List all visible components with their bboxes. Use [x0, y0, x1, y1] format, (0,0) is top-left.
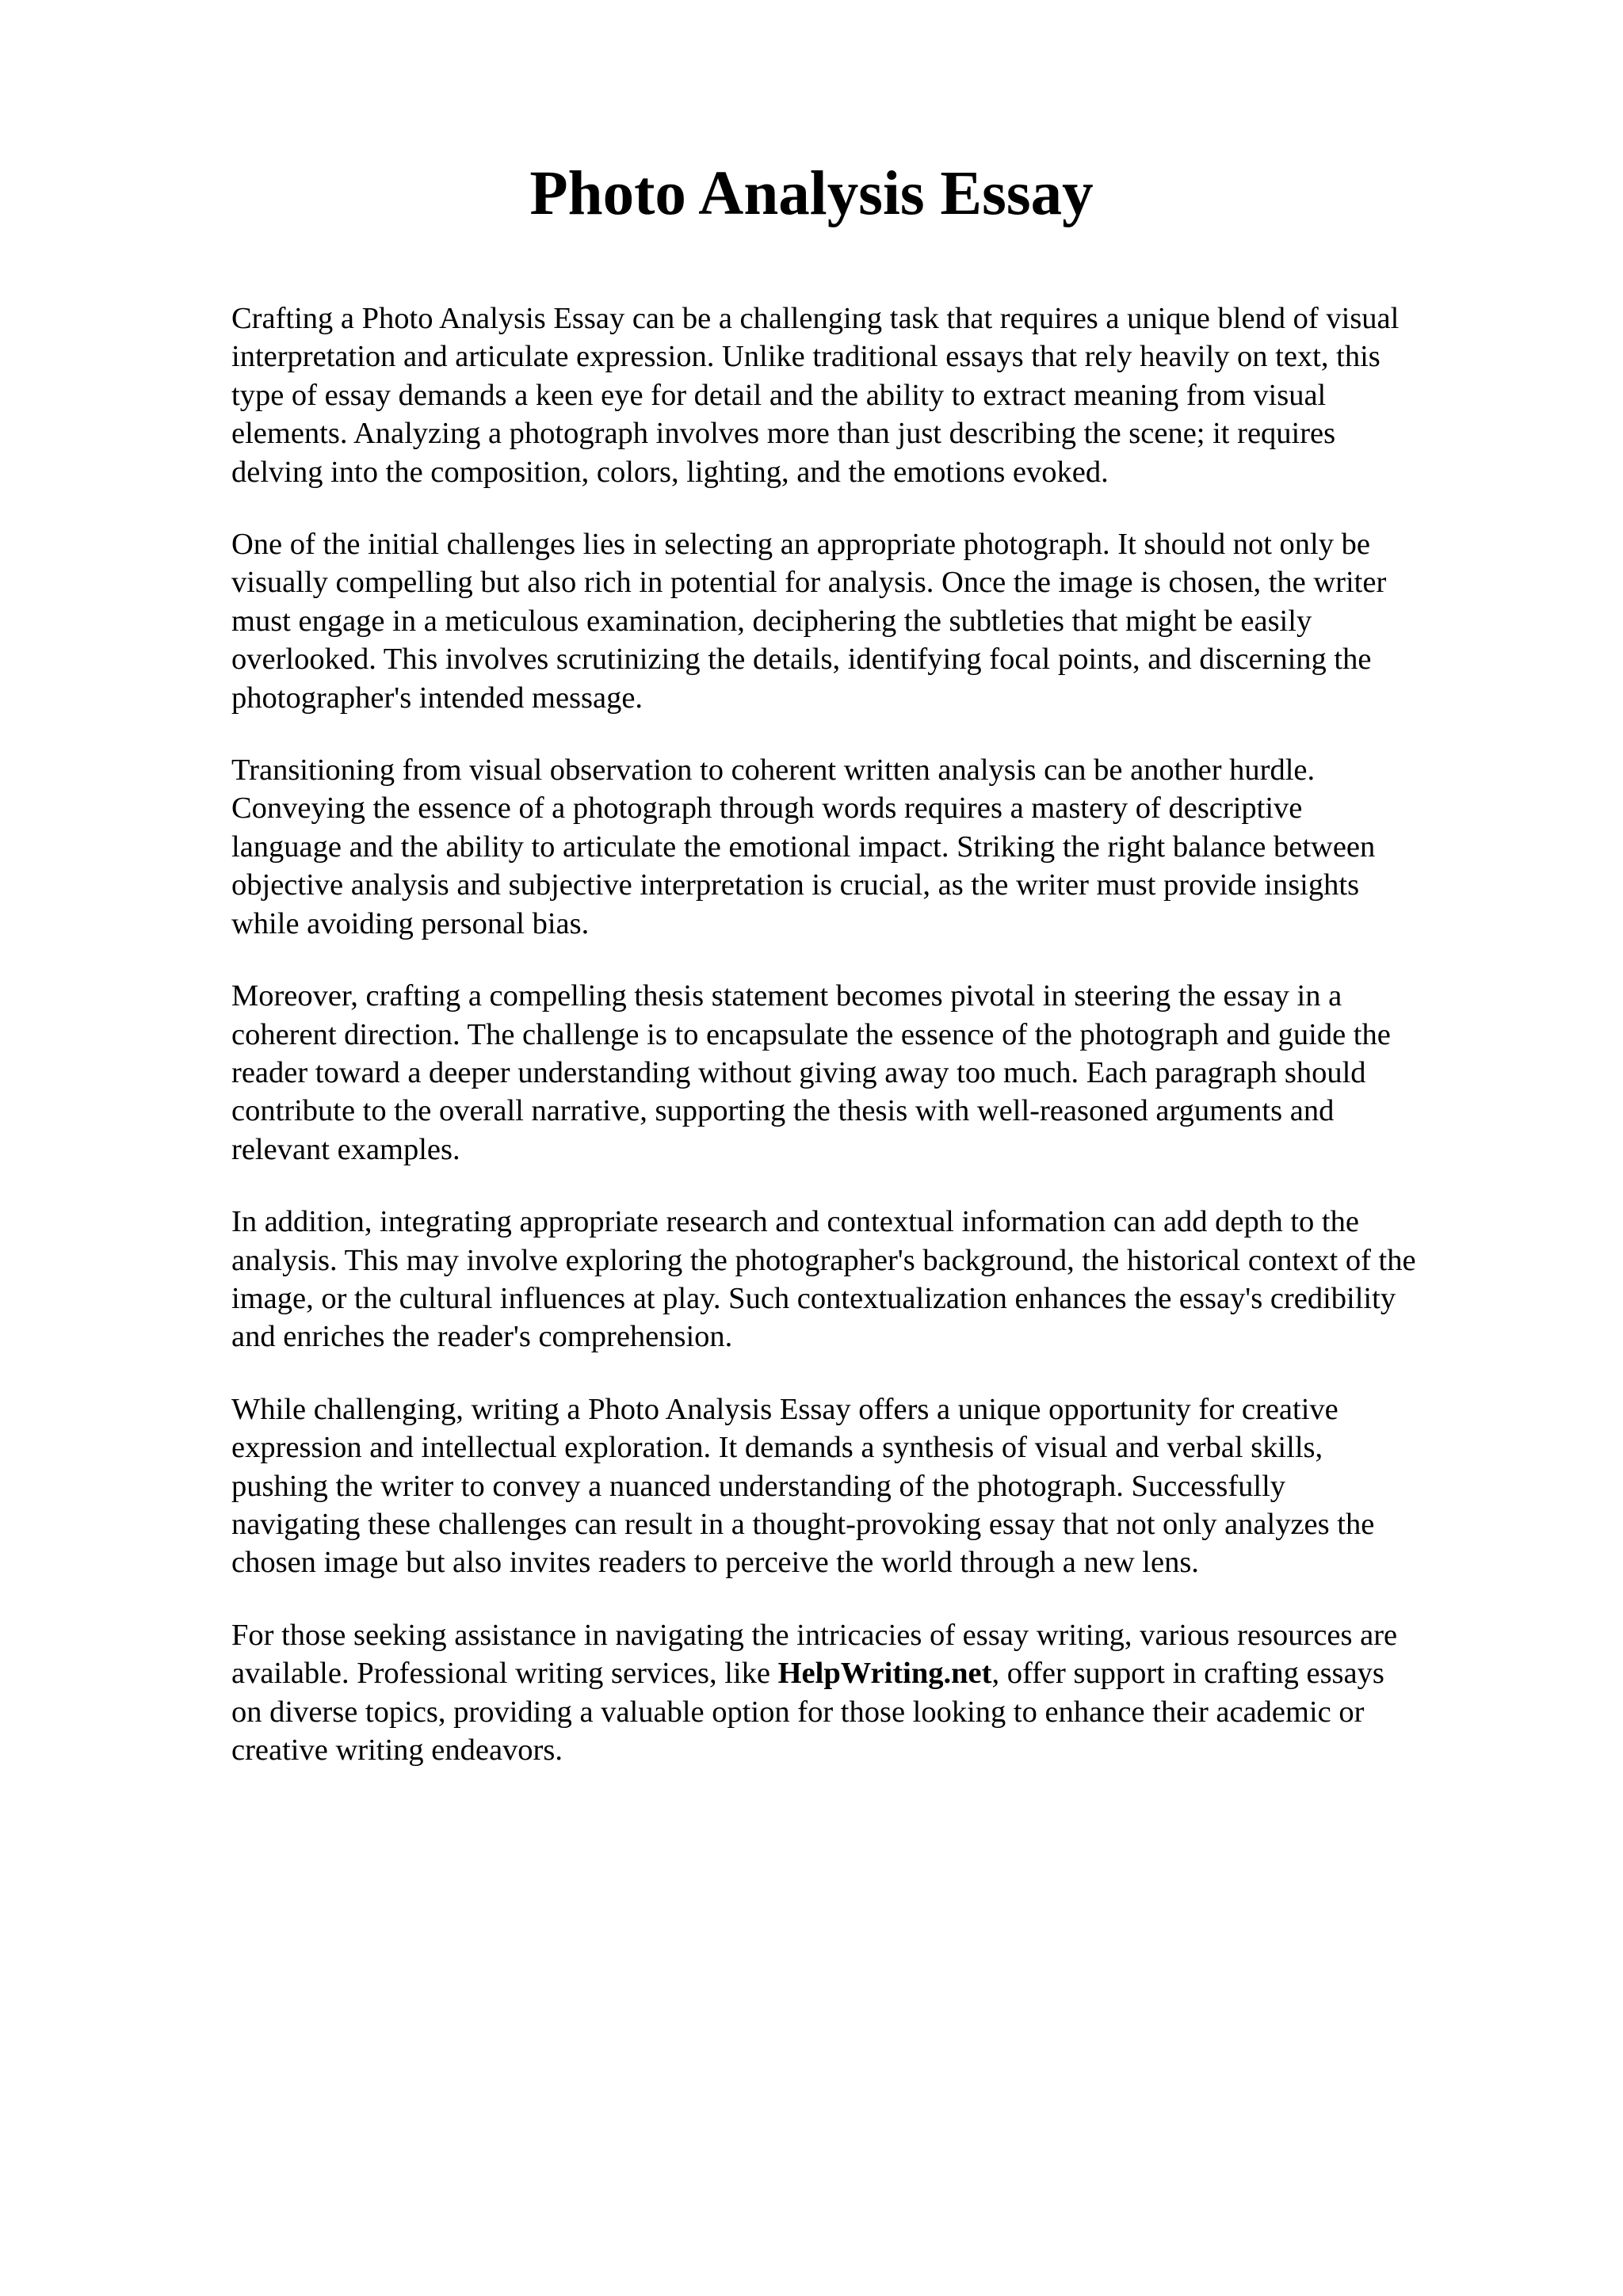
paragraph-line: coherent direction. The challenge is to encapsulate the essence of the photograph and guide the — [231, 1017, 1391, 1051]
paragraph-line: image, or the cultural influences at play. Such contextualization enhances the essay's credibility — [231, 1281, 1396, 1315]
paragraph-line: For those seeking assistance in navigating the intricacies of essay writing, various resources are — [231, 1618, 1398, 1652]
paragraph-line: language and the ability to articulate the emotional impact. Striking the right balance between — [231, 830, 1376, 864]
line-text: available. Professional writing services, like — [231, 1657, 778, 1691]
paragraph-line: In addition, integrating appropriate research and contextual information can add depth to the — [231, 1205, 1359, 1239]
paragraph — [231, 525, 1523, 717]
paragraph-line: photographer's intended message. — [231, 681, 643, 715]
paragraph — [231, 751, 1523, 943]
paragraph-line: relevant examples. — [231, 1132, 460, 1166]
paragraph-line: Conveying the essence of a photograph through words requires a mastery of descriptive — [231, 791, 1303, 826]
paragraph-line: overlooked. This involves scrutinizing the details, identifying focal points, and discerning the — [231, 643, 1372, 677]
paragraph-line: elements. Analyzing a photograph involves more than just describing the scene; it requires — [231, 417, 1336, 451]
paragraph-line: contribute to the overall narrative, supporting the thesis with well-reasoned arguments and — [231, 1094, 1335, 1128]
paragraph-line: interpretation and articulate expression. Unlike traditional essays that rely heavily on text, this — [231, 340, 1381, 374]
closing-paragraph — [231, 1616, 1523, 1770]
paragraph-line: visually compelling but also rich in potential for analysis. Once the image is chosen, the writer — [231, 566, 1387, 600]
paragraph-line: pushing the writer to convey a nuanced understanding of the photograph. Successfully — [231, 1469, 1286, 1503]
paragraph-line: reader toward a deeper understanding without giving away too much. Each paragraph should — [231, 1055, 1366, 1089]
paragraph-line: delving into the composition, colors, lighting, and the emotions evoked. — [231, 455, 1109, 489]
paragraph-line: While challenging, writing a Photo Analysis Essay offers a unique opportunity for creative — [231, 1392, 1338, 1426]
paragraph-line: expression and intellectual exploration. It demands a synthesis of visual and verbal skills, — [231, 1431, 1323, 1465]
paragraph-line: One of the initial challenges lies in selecting an appropriate photograph. It should not only be — [231, 528, 1370, 562]
paragraph — [231, 1203, 1523, 1356]
paragraph-line: must engage in a meticulous examination, deciphering the subtleties that might be easily — [231, 604, 1312, 638]
paragraph-line: creative writing endeavors. — [231, 1733, 563, 1767]
paragraph-line: Moreover, crafting a compelling thesis statement becomes pivotal in steering the essay in a — [231, 979, 1342, 1013]
line-text: , offer support in crafting essays — [991, 1657, 1384, 1691]
paragraph-line: Crafting a Photo Analysis Essay can be a challenging task that requires a unique blend of visual — [231, 302, 1400, 335]
paragraph-line: navigating these challenges can result in a thought-provoking essay that not only analyzes the — [231, 1507, 1375, 1541]
paragraph-line: on diverse topics, providing a valuable option for those looking to enhance their academic or — [231, 1695, 1365, 1729]
paragraph — [231, 1390, 1523, 1582]
paragraph — [231, 977, 1523, 1169]
paragraph-line: chosen image but also invites readers to perceive the world through a new lens. — [231, 1546, 1199, 1580]
paragraph — [231, 299, 1523, 491]
paragraph-line: type of essay demands a keen eye for detail and the ability to extract meaning from visual — [231, 378, 1327, 412]
essay-body — [231, 299, 1523, 1803]
paragraph-line: Transitioning from visual observation to coherent written analysis can be another hurdle. — [231, 753, 1316, 788]
paragraph-line: and enriches the reader's comprehension. — [231, 1320, 733, 1354]
paragraph-line: while avoiding personal bias. — [231, 906, 590, 940]
paragraph-line: analysis. This may involve exploring the photographer's background, the historical context of the — [231, 1243, 1416, 1277]
brand-name: HelpWriting.net — [777, 1657, 992, 1691]
paragraph-line: objective analysis and subjective interpretation is crucial, as the writer must provide insights — [231, 868, 1360, 902]
paragraph-line — [231, 1654, 1523, 1692]
page-title: Photo Analysis Essay — [529, 159, 1094, 228]
